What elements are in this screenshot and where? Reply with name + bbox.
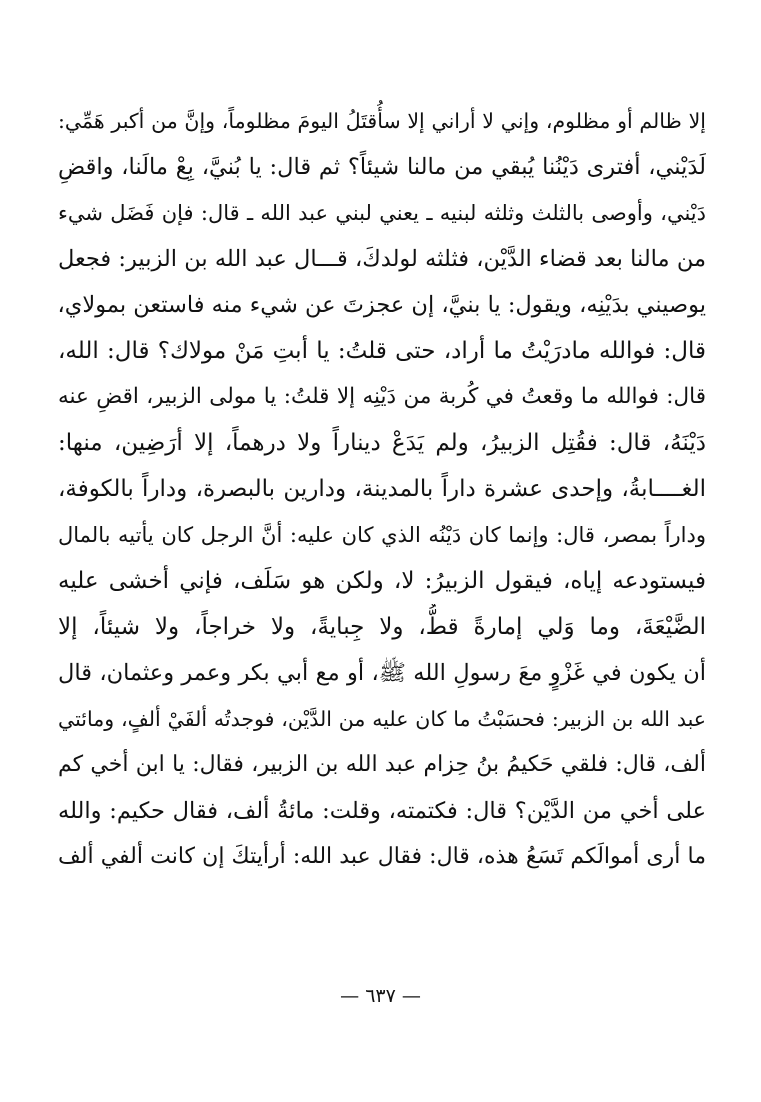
page-number: — ٦٣٧ — [340,985,421,1007]
body-text [58,98,706,880]
text-line: قال: فوالله مادرَيْتُ ما أراد، حتى قلتُ: يا أبتِ مَنْ مولاك؟ قال: الله، [58,338,706,364]
text-line: قال: فوالله ما وقعتُ في كُربة من دَيْنِه إلا قلتُ: يا مولى الزبير، اقضِ عنه [58,384,706,409]
text-line: دَيْني، وأوصى بالثلث وثلثه لبنيه ـ يعني لبني عبد الله ـ قال: فإن فَضَل شيء [58,201,706,225]
text-line: دَيْنَهُ، قال: فقُتِل الزبيرُ، ولم يَدَعْ ديناراً ولا درهماً، إلا أرَضِين، منها: [58,430,706,456]
text-line: وداراً بمصر، قال: وإنما كان دَيْنُه الذي كان عليه: أنَّ الرجل كان يأتيه بالمال [58,523,706,547]
text-line: ألف، قال: فلقي حَكيمُ بنُ حِزام عبد الله بن الزبير، فقال: يا ابن أخي كم [58,752,706,777]
text-line: من مالنا بعد قضاء الدَّيْن، فثلثه لولدكَ، قـــال عبد الله بن الزبير: فجعل [58,246,706,272]
text-line: الغــــابةُ، وإحدى عشرة داراً بالمدينة، ودارين بالبصرة، وداراً بالكوفة، [58,476,706,502]
text-line: فيستودعه إياه، فيقول الزبيرُ: لا، ولكن هو سَلَف، فإني أخشى عليه [58,568,706,594]
text-line: على أخي من الدَّيْن؟ قال: فكتمته، وقلت: مائةُ ألف، فقال حكيم: والله [58,798,706,824]
text-line: ما أرى أموالَكم تَسَعُ هذه، قال: فقال عبد الله: أرأيتكَ إن كانت ألفي ألف [58,844,706,869]
text-line: الضَّيْعَةَ، وما وَلي إمارةً قطُّ، ولا جِبايةً، ولا خراجاً، ولا شيئاً، إلا [58,614,706,640]
text-line: لَدَيْني، أفترى دَيْنُنا يُبقي من مالنا شيئاً؟ ثم قال: يا بُنيَّ، بِعْ مالَنا، واقضِ [58,154,706,180]
text-line: يوصيني بدَيْنِه، ويقول: يا بنيَّ، إن عجزتَ عن شيء منه فاستعن بمولاي، [58,292,706,318]
text-line: إلا ظالم أو مظلوم، وإني لا أراني إلا سأُقتَلُ اليومَ مظلوماً، وإنَّ من أكبر هَمِّي: [58,109,706,133]
text-line: عبد الله بن الزبير: فحسَبْتُ ما كان عليه من الدَّيْن، فوجدتُه ألفَيْ ألفٍ، ومائتي [58,707,706,731]
text-line: أن يكون في غَزْوٍ معَ رسولِ الله ﷺ، أو مع أبي بكر وعمر وعثمان، قال [58,660,706,686]
